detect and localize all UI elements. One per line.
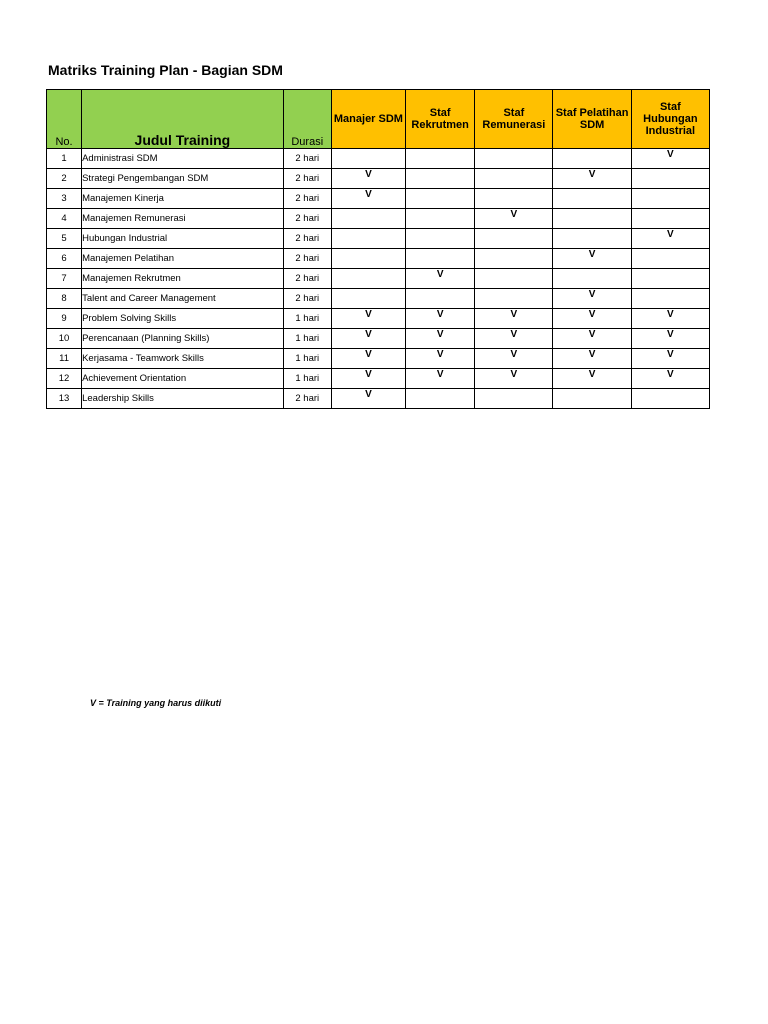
training-title: Hubungan Industrial xyxy=(82,229,284,249)
role-mark-cell: V xyxy=(553,289,631,309)
training-title: Strategi Pengembangan SDM xyxy=(82,169,284,189)
role-mark-cell xyxy=(331,289,405,309)
role-mark-cell xyxy=(475,169,553,189)
training-title: Manajemen Kinerja xyxy=(82,189,284,209)
training-title: Talent and Career Management xyxy=(82,289,284,309)
role-mark-cell: V xyxy=(553,169,631,189)
role-mark-cell xyxy=(475,249,553,269)
role-mark-cell xyxy=(475,189,553,209)
role-mark-cell xyxy=(475,149,553,169)
training-title: Problem Solving Skills xyxy=(82,309,284,329)
role-mark-cell xyxy=(475,269,553,289)
role-mark-cell xyxy=(475,289,553,309)
role-mark-cell xyxy=(553,269,631,289)
role-mark-cell: V xyxy=(553,249,631,269)
role-mark-cell: V xyxy=(553,329,631,349)
table-row xyxy=(47,149,710,169)
training-title: Manajemen Pelatihan xyxy=(82,249,284,269)
role-mark-cell: V xyxy=(475,209,553,229)
header-role-manajer-sdm: Manajer SDM xyxy=(331,90,405,149)
training-duration: 1 hari xyxy=(283,349,331,369)
role-mark-cell xyxy=(406,229,475,249)
row-number: 11 xyxy=(47,349,82,369)
table-row xyxy=(47,169,710,189)
page-title: Matriks Training Plan - Bagian SDM xyxy=(48,62,283,78)
row-number: 2 xyxy=(47,169,82,189)
role-mark-cell: V xyxy=(331,369,405,389)
role-mark-cell xyxy=(331,209,405,229)
header-judul-training: Judul Training xyxy=(82,90,284,149)
role-mark-cell xyxy=(406,289,475,309)
role-mark-cell: V xyxy=(553,369,631,389)
role-mark-cell xyxy=(631,249,709,269)
role-mark-cell: V xyxy=(631,329,709,349)
legend-note: V = Training yang harus diikuti xyxy=(90,698,222,708)
table-row xyxy=(47,189,710,209)
role-mark-cell xyxy=(406,249,475,269)
role-mark-cell: V xyxy=(406,349,475,369)
training-duration: 2 hari xyxy=(283,389,331,409)
training-duration: 1 hari xyxy=(283,309,331,329)
role-mark-cell xyxy=(553,189,631,209)
header-role-staf-remunerasi: Staf Remunerasi xyxy=(475,90,553,149)
role-mark-cell xyxy=(631,189,709,209)
role-mark-cell xyxy=(331,149,405,169)
training-duration: 1 hari xyxy=(283,369,331,389)
training-duration: 2 hari xyxy=(283,269,331,289)
role-mark-cell: V xyxy=(553,309,631,329)
table-row xyxy=(47,389,710,409)
role-mark-cell xyxy=(553,389,631,409)
table-row xyxy=(47,209,710,229)
training-title: Manajemen Rekrutmen xyxy=(82,269,284,289)
table-row xyxy=(47,329,710,349)
training-duration: 1 hari xyxy=(283,329,331,349)
training-title: Leadership Skills xyxy=(82,389,284,409)
role-mark-cell: V xyxy=(331,169,405,189)
row-number: 12 xyxy=(47,369,82,389)
row-number: 5 xyxy=(47,229,82,249)
role-mark-cell: V xyxy=(631,229,709,249)
role-mark-cell: V xyxy=(475,309,553,329)
row-number: 6 xyxy=(47,249,82,269)
table-body xyxy=(47,149,710,409)
role-mark-cell xyxy=(406,389,475,409)
role-mark-cell xyxy=(331,249,405,269)
training-duration: 2 hari xyxy=(283,169,331,189)
role-mark-cell xyxy=(406,149,475,169)
role-mark-cell: V xyxy=(331,329,405,349)
role-mark-cell xyxy=(475,229,553,249)
row-number: 1 xyxy=(47,149,82,169)
training-title: Achievement Orientation xyxy=(82,369,284,389)
role-mark-cell: V xyxy=(406,329,475,349)
training-duration: 2 hari xyxy=(283,149,331,169)
role-mark-cell xyxy=(406,169,475,189)
table-row xyxy=(47,349,710,369)
table-row xyxy=(47,269,710,289)
role-mark-cell xyxy=(631,269,709,289)
role-mark-cell xyxy=(406,209,475,229)
header-row xyxy=(47,90,710,149)
training-matrix-table xyxy=(46,89,710,409)
role-mark-cell xyxy=(631,169,709,189)
role-mark-cell: V xyxy=(406,309,475,329)
training-title: Manajemen Remunerasi xyxy=(82,209,284,229)
training-title: Perencanaan (Planning Skills) xyxy=(82,329,284,349)
row-number: 13 xyxy=(47,389,82,409)
training-duration: 2 hari xyxy=(283,229,331,249)
table-row xyxy=(47,289,710,309)
role-mark-cell xyxy=(406,189,475,209)
header-role-staf-pelatihan-sdm: Staf Pelatihan SDM xyxy=(553,90,631,149)
role-mark-cell: V xyxy=(331,189,405,209)
row-number: 3 xyxy=(47,189,82,209)
role-mark-cell xyxy=(331,229,405,249)
role-mark-cell xyxy=(631,389,709,409)
role-mark-cell: V xyxy=(331,309,405,329)
table-row xyxy=(47,229,710,249)
table-row xyxy=(47,369,710,389)
training-duration: 2 hari xyxy=(283,289,331,309)
training-duration: 2 hari xyxy=(283,189,331,209)
role-mark-cell: V xyxy=(475,329,553,349)
training-title: Administrasi SDM xyxy=(82,149,284,169)
role-mark-cell: V xyxy=(406,369,475,389)
role-mark-cell: V xyxy=(631,369,709,389)
role-mark-cell xyxy=(553,229,631,249)
row-number: 8 xyxy=(47,289,82,309)
role-mark-cell: V xyxy=(631,309,709,329)
header-role-staf-rekrutmen: Staf Rekrutmen xyxy=(406,90,475,149)
row-number: 4 xyxy=(47,209,82,229)
role-mark-cell xyxy=(631,209,709,229)
table-row xyxy=(47,249,710,269)
row-number: 7 xyxy=(47,269,82,289)
training-duration: 2 hari xyxy=(283,209,331,229)
role-mark-cell: V xyxy=(331,389,405,409)
role-mark-cell: V xyxy=(631,149,709,169)
role-mark-cell xyxy=(331,269,405,289)
row-number: 10 xyxy=(47,329,82,349)
training-duration: 2 hari xyxy=(283,249,331,269)
table-row xyxy=(47,309,710,329)
role-mark-cell: V xyxy=(475,349,553,369)
role-mark-cell xyxy=(631,289,709,309)
role-mark-cell xyxy=(553,149,631,169)
role-mark-cell xyxy=(475,389,553,409)
header-durasi: Durasi xyxy=(283,90,331,149)
role-mark-cell: V xyxy=(406,269,475,289)
role-mark-cell: V xyxy=(331,349,405,369)
header-no: No. xyxy=(47,90,82,149)
role-mark-cell: V xyxy=(631,349,709,369)
role-mark-cell xyxy=(553,209,631,229)
role-mark-cell: V xyxy=(553,349,631,369)
role-mark-cell: V xyxy=(475,369,553,389)
header-role-staf-hubungan-industrial: Staf Hubungan Industrial xyxy=(631,90,709,149)
row-number: 9 xyxy=(47,309,82,329)
training-title: Kerjasama - Teamwork Skills xyxy=(82,349,284,369)
